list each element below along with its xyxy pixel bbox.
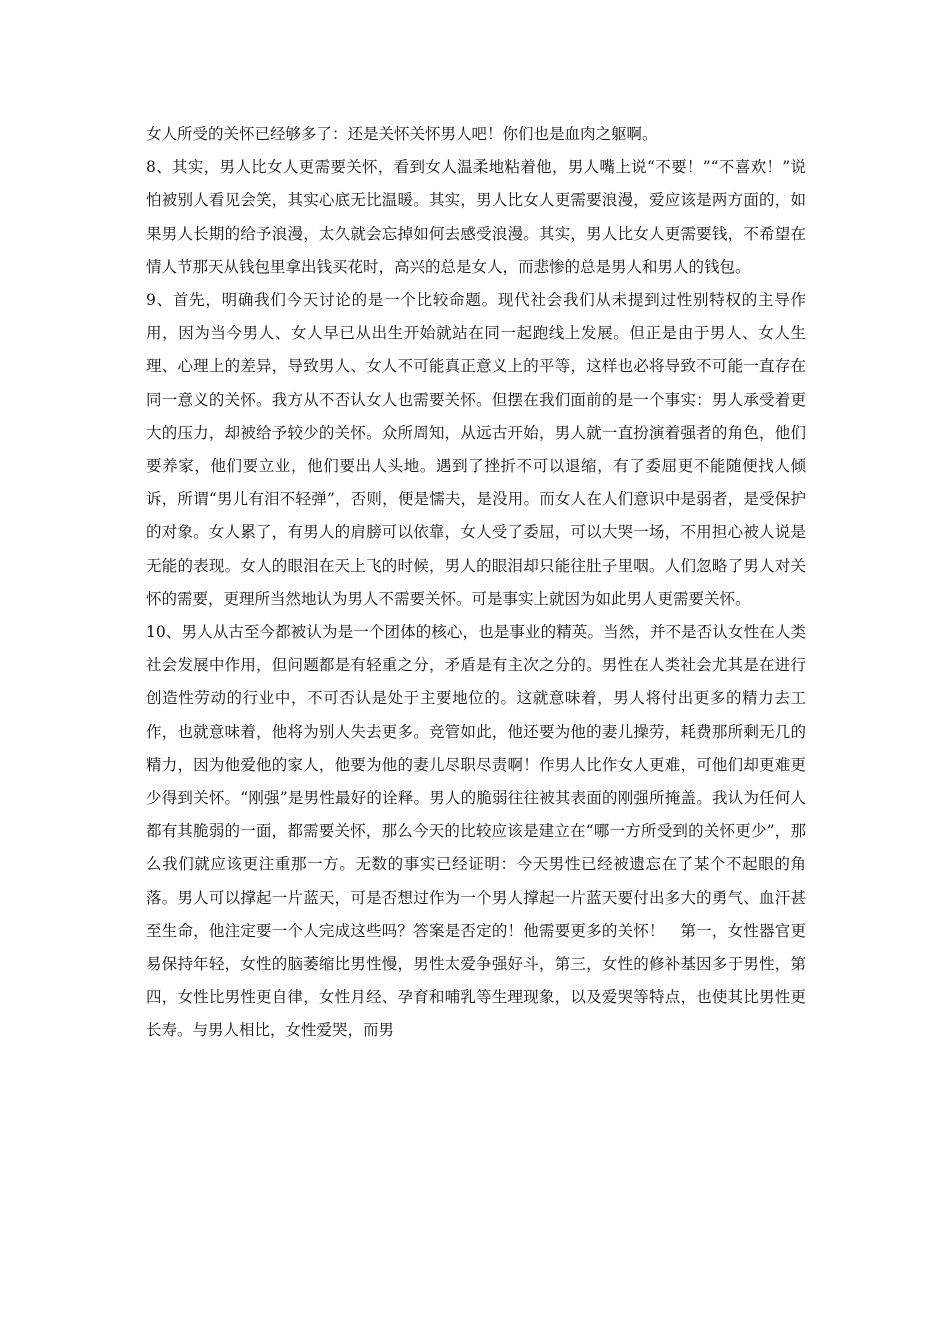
document-page <box>146 118 806 1048</box>
paragraph-10: 10、男人从古至今都被认为是一个团体的核心，也是事业的精英。当然，并不是否认女性在人类社会发展中作用，但问题都是有轻重之分，矛盾是有主次之分的。男性在人类社会尤其是在进行创造性劳动的行业中，不可否认是处于主要地位的。这就意味着，男人将付出更多的精力去工作，也就意味着，他将为别人失去更多。竞管如此，他还要为他的妻儿操劳，耗费那所剩无几的精力，因为他爱他的家人，他要为他的妻儿尽职尽责啊！作男人比作女人更难，可他们却更难更少得到关怀。“刚强”是男性最好的诠释。男人的脆弱往往被其表面的刚强所掩盖。我认为任何人都有其脆弱的一面，都需要关怀，那么今天的比较应该是建立在“哪一方所受到的关怀更少”，那么我们就应该更注重那一方。无数的事实已经证明：今天男性已经被遗忘在了某个不起眼的角落。男人可以撑起一片蓝天，可是否想过作为一个男人撑起一片蓝天要付出多大的勇气、血汗甚至生命，他注定要一个人完成这些吗？答案是否定的！他需要更多的关怀！ 第一，女性器官更易保持年轻，女性的脑萎缩比男性慢，男性太爱争强好斗，第三，女性的修补基因多于男性，第四，女性比男性更自律，女性月经、孕育和哺乳等生理现象，以及爱哭等特点，也使其比男性更长寿。与男人相比，女性爱哭，而男 <box>146 623 806 1040</box>
paragraph-8: 8、其实，男人比女人更需要关怀，看到女人温柔地粘着他，男人嘴上说“不要！”“不喜欢！”说怕被别人看见会笑，其实心底无比温暖。其实，男人比女人更需要浪漫，爱应该是两方面的，如果男人长期的给予浪漫，太久就会忘掉如何去感受浪漫。其实，男人比女人更需要钱，不希望在情人节那天从钱包里拿出钱买花时，高兴的总是女人，而悲惨的总是男人和男人的钱包。 <box>146 158 806 276</box>
paragraph-continuation: 女人所受的关怀已经够多了：还是关怀关怀男人吧！你们也是血肉之躯啊。 <box>146 125 658 143</box>
paragraph-9: 9、首先，明确我们今天讨论的是一个比较命题。现代社会我们从未提到过性别特权的主导作用，因为当今男人、女人早已从出生开始就站在同一起跑线上发展。但正是由于男人、女人生理、心理上的差异，导致男人、女人不可能真正意义上的平等，这样也必将导致不可能一直存在同一意义的关怀。我方从不否认女人也需要关怀。但摆在我们面前的是一个事实：男人承受着更大的压力，却被给予较少的关怀。众所周知，从远古开始，男人就一直扮演着强者的角色，他们要养家，他们要立业，他们要出人头地。遇到了挫折不可以退缩，有了委屈更不能随便找人倾诉，所谓“男儿有泪不轻弹”，否则，便是懦夫，是没用。而女人在人们意识中是弱者，是受保护的对象。女人累了，有男人的肩膀可以依靠，女人受了委屈，可以大哭一场，不用担心被人说是无能的表现。女人的眼泪在天上飞的时候，男人的眼泪却只能往肚子里咽。人们忽略了男人对关怀的需要，更理所当然地认为男人不需要关怀。可是事实上就因为如此男人更需要关怀。 <box>146 291 806 608</box>
